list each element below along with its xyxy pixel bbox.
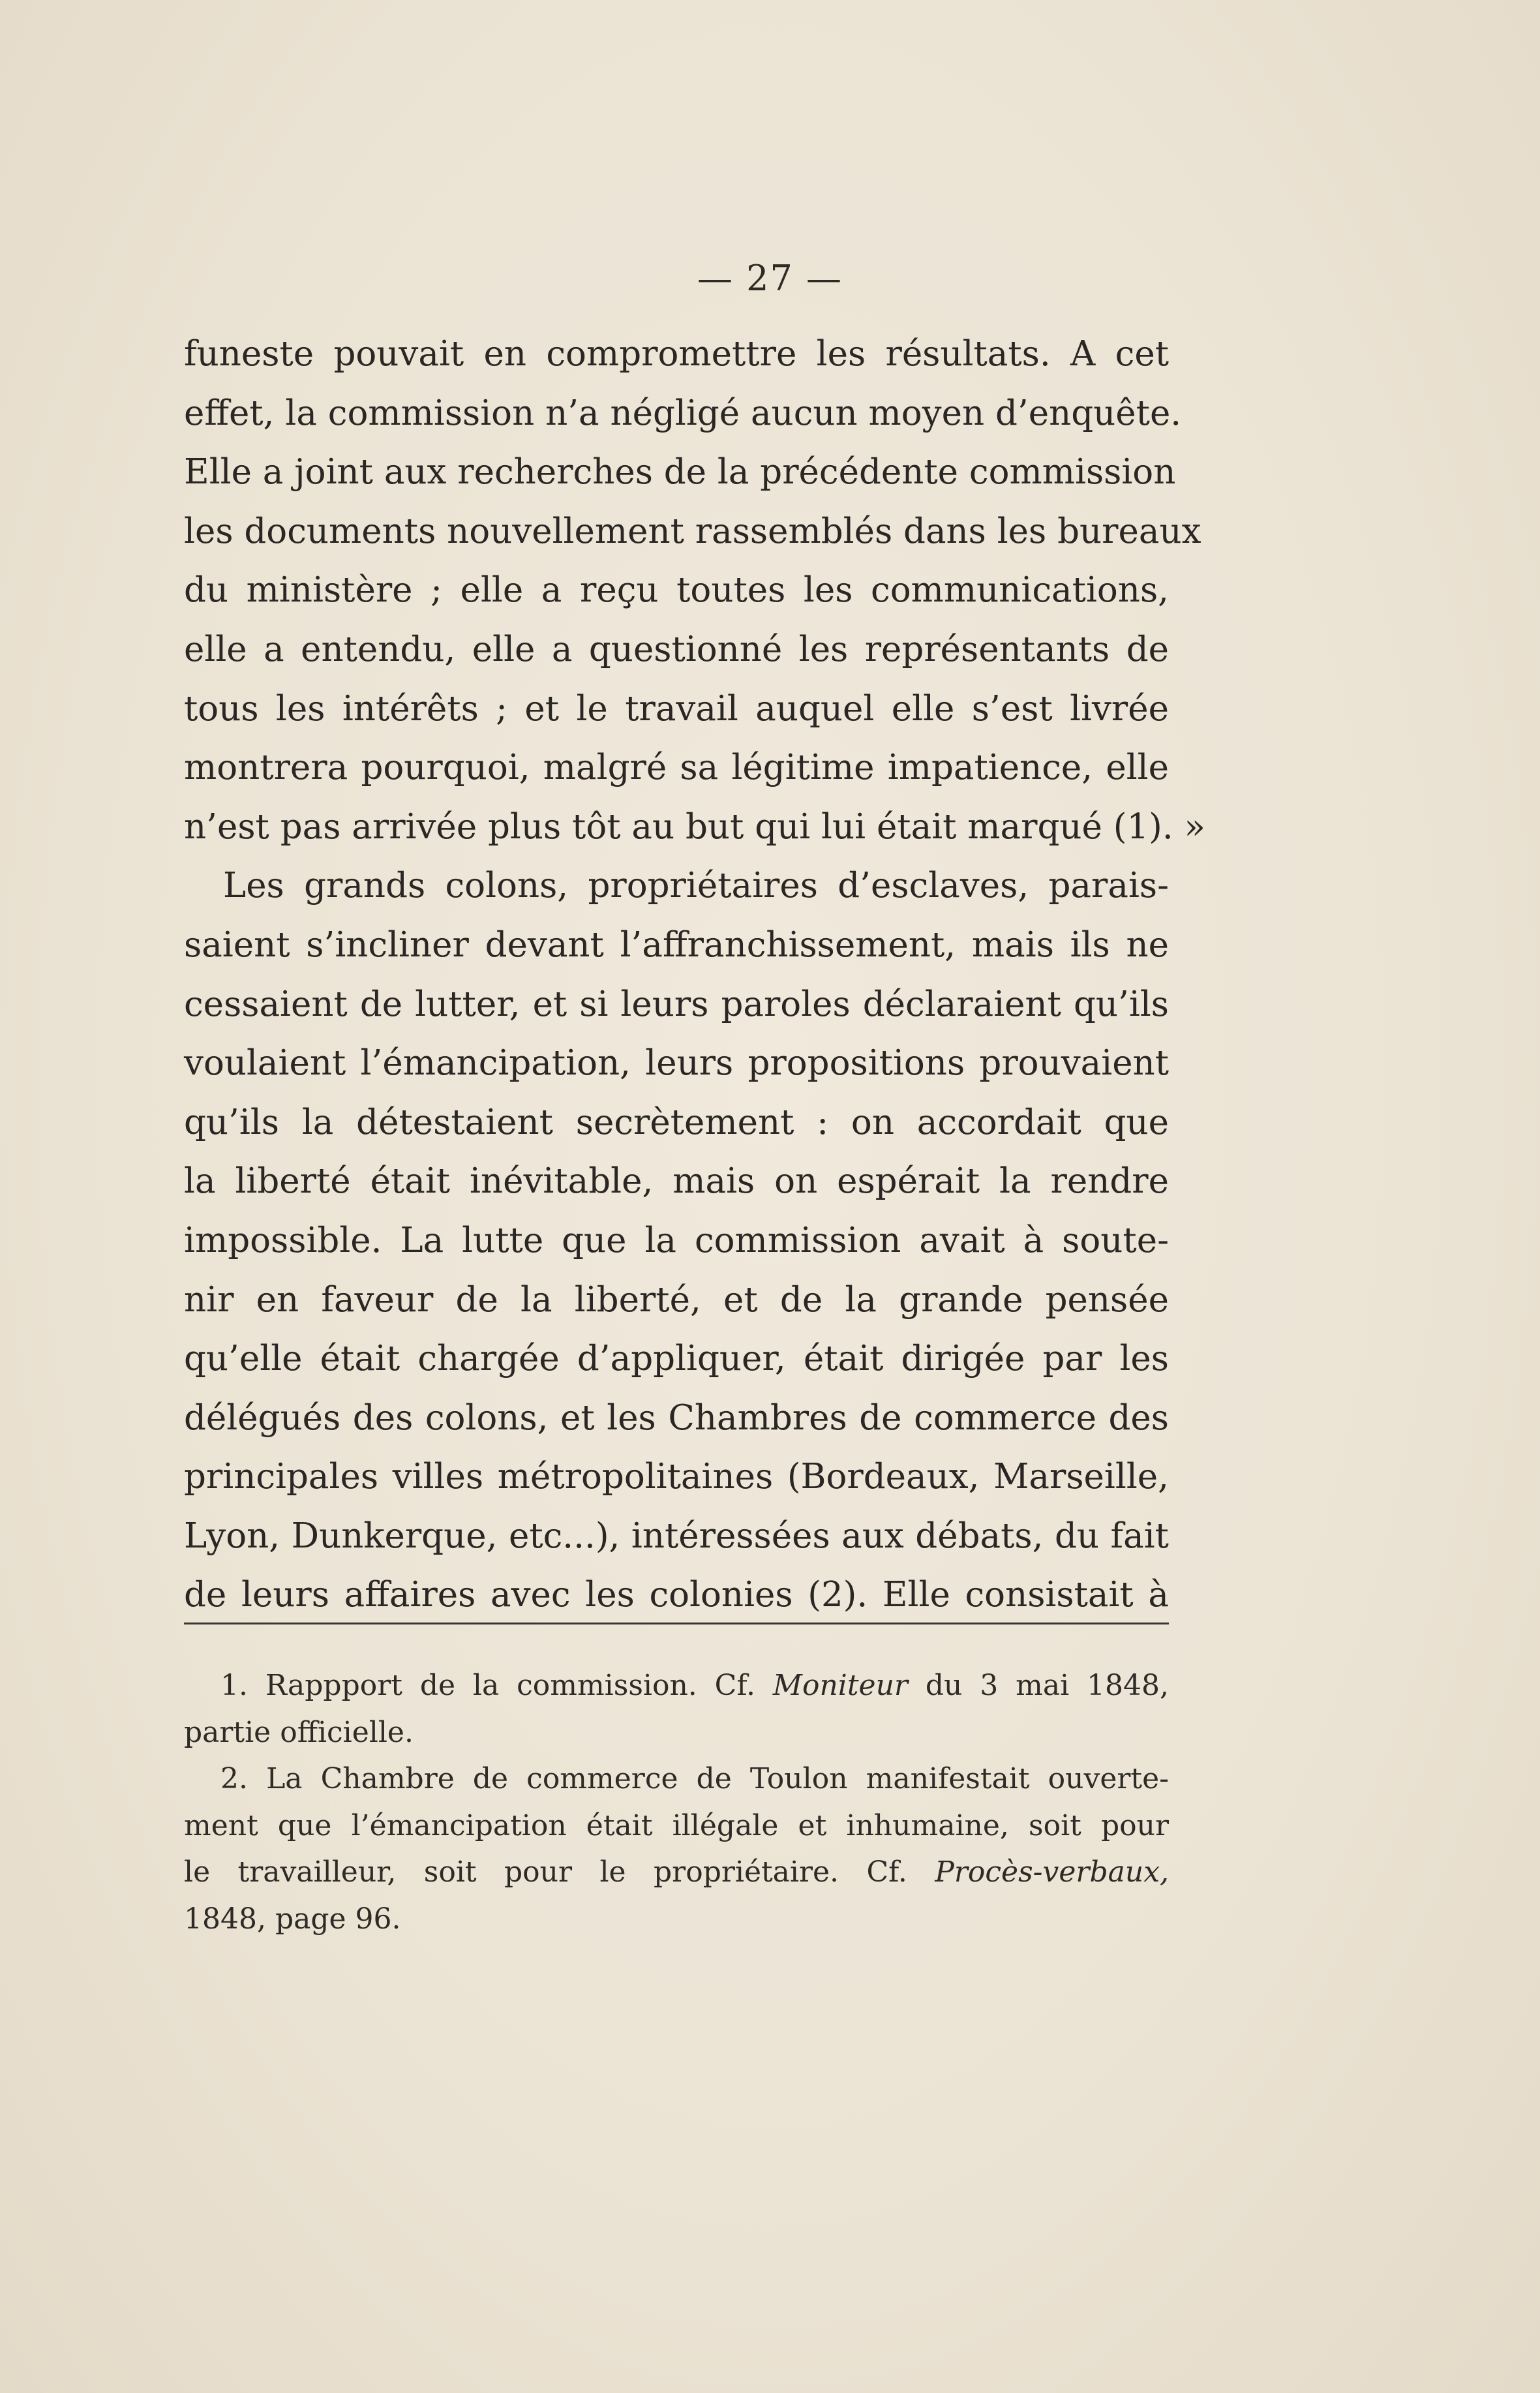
footnote-1-line: 1. Rappport de la commission. Cf. Moniteur du 3 mai 1848, — [220, 1669, 1169, 1702]
page-number: — 27 — — [697, 258, 843, 299]
text-line: Elle a joint aux recherches de la précédente commission — [184, 452, 1176, 493]
footnote-rule — [184, 1623, 1169, 1624]
text-line: Lyon, Dunkerque, etc...), intéressées aux débats, du fait — [184, 1516, 1169, 1556]
text-line: elle a entendu, elle a questionné les représentants de — [184, 629, 1169, 669]
footnotes — [184, 1662, 1169, 1942]
text-line: les documents nouvellement rassemblés dans les bureaux — [184, 511, 1201, 551]
text-line: cessaient de lutter, et si leurs paroles déclaraient qu’ils — [184, 984, 1169, 1024]
footnote-2-line: le travailleur, soit pour le propriétaire. Cf. Procès-verbaux, — [184, 1855, 1169, 1889]
text-line: montrera pourquoi, malgré sa légitime impatience, elle — [184, 748, 1169, 788]
text-line: saient s’incliner devant l’affranchissement, mais ils ne — [184, 924, 1169, 965]
text-line: qu’ils la détestaient secrètement : on accordait que — [184, 1102, 1169, 1142]
text-line: du ministère ; elle a reçu toutes les communications, — [184, 570, 1169, 611]
text-line: principales villes métropolitaines (Bordeaux, Marseille, — [184, 1457, 1169, 1497]
text-line: tous les intérêts ; et le travail auquel elle s’est livrée — [184, 688, 1169, 729]
text-line: de leurs affaires avec les colonies (2). Elle consistait à — [184, 1575, 1169, 1615]
footnote-2-line: 1848, page 96. — [184, 1902, 401, 1936]
text-line: la liberté était inévitable, mais on espérait la rendre — [184, 1161, 1169, 1202]
text-line: impossible. La lutte que la commission avait à soute- — [184, 1220, 1169, 1260]
text-line: voulaient l’émancipation, leurs propositions prouvaient — [184, 1043, 1169, 1084]
text-line: effet, la commission n’a négligé aucun moyen d’enquête. — [184, 393, 1182, 433]
text-line: nir en faveur de la liberté, et de la grande pensée — [184, 1279, 1169, 1320]
footnote-1-line: partie officielle. — [184, 1715, 414, 1749]
text-line: délégués des colons, et les Chambres de commerce des — [184, 1397, 1169, 1438]
body-text — [184, 325, 1205, 1625]
footnote-2-line: ment que l’émancipation était illégale et inhumaine, soit pour — [184, 1808, 1169, 1842]
text-line: n’est pas arrivée plus tôt au but qui lui était marqué (1). » — [184, 806, 1205, 847]
text-line: funeste pouvait en compromettre les résultats. A cet — [184, 334, 1169, 374]
footnote-2-line: 2. La Chambre de commerce de Toulon manifestait ouverte- — [220, 1762, 1169, 1795]
text-line: qu’elle était chargée d’appliquer, était dirigée par les — [184, 1339, 1169, 1379]
text-line: Les grands colons, propriétaires d’esclaves, parais- — [223, 866, 1169, 906]
